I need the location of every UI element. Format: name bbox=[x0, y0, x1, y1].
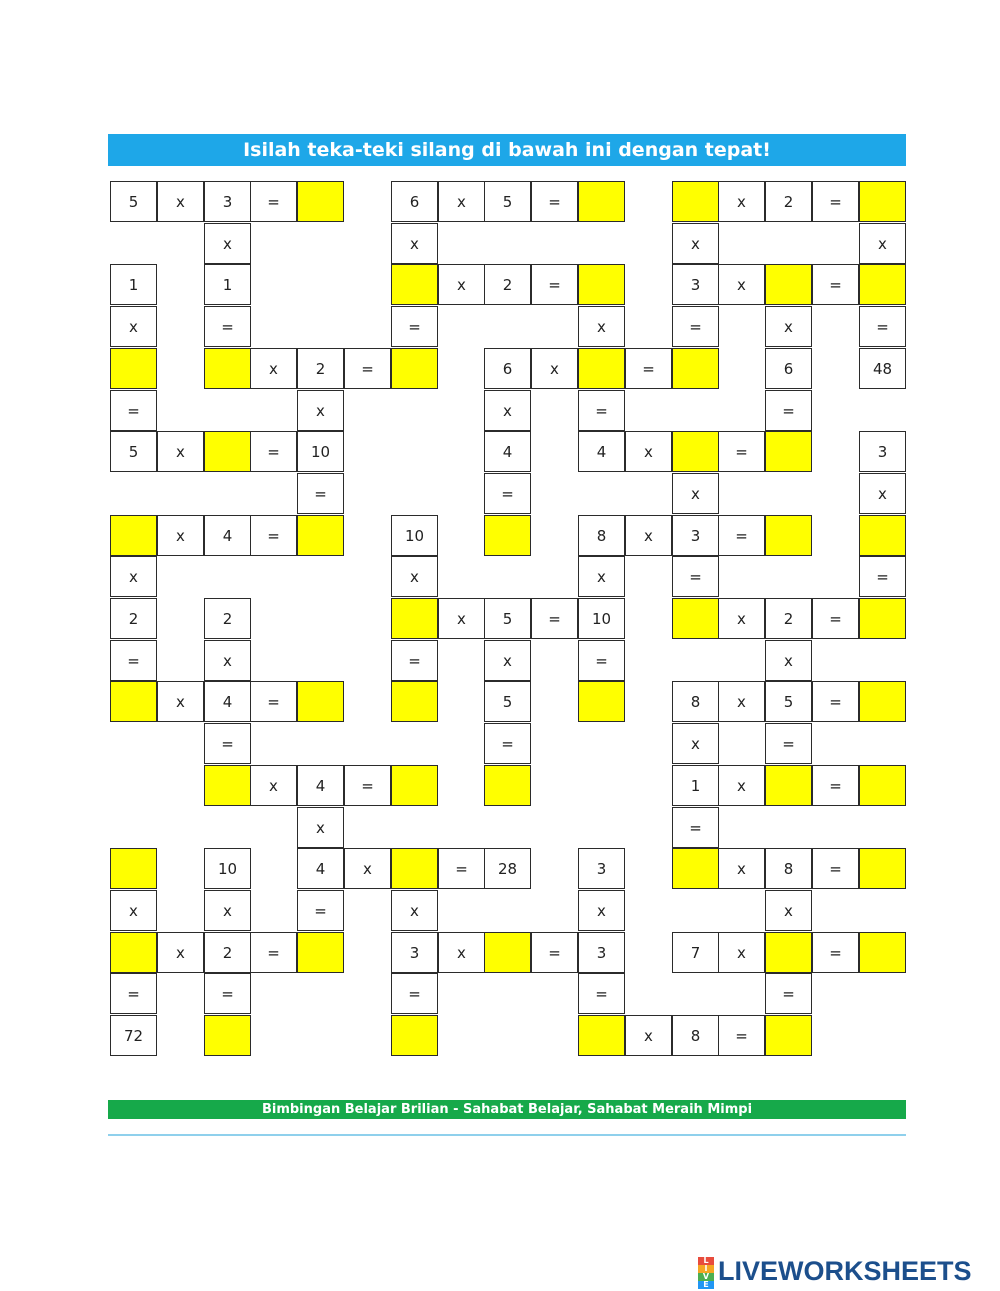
logo-letter: L bbox=[698, 1257, 714, 1265]
number-cell: 2 bbox=[765, 181, 812, 222]
answer-box[interactable] bbox=[391, 598, 438, 639]
number-cell: 5 bbox=[484, 681, 531, 722]
equals-sign: = bbox=[110, 390, 157, 431]
equals-sign: = bbox=[297, 473, 344, 514]
footer-divider bbox=[108, 1134, 906, 1136]
equals-sign: = bbox=[672, 807, 719, 848]
logo-letter: I bbox=[698, 1265, 714, 1273]
liveworksheets-logo bbox=[698, 1255, 972, 1287]
number-cell: 4 bbox=[204, 681, 251, 722]
multiply-sign: x bbox=[578, 890, 625, 931]
number-cell: 3 bbox=[204, 181, 251, 222]
number-cell: 3 bbox=[391, 932, 438, 973]
answer-box[interactable] bbox=[672, 598, 719, 639]
answer-box[interactable] bbox=[391, 1015, 438, 1056]
equals-sign: = bbox=[765, 390, 812, 431]
answer-box[interactable] bbox=[204, 348, 251, 389]
multiply-sign: x bbox=[578, 306, 625, 347]
multiply-sign: x bbox=[438, 598, 485, 639]
answer-box[interactable] bbox=[110, 515, 157, 556]
equals-sign: = bbox=[344, 765, 391, 806]
answer-box[interactable] bbox=[578, 264, 625, 305]
multiply-sign: x bbox=[250, 765, 297, 806]
number-cell: 3 bbox=[672, 264, 719, 305]
multiply-sign: x bbox=[718, 765, 765, 806]
multiply-sign: x bbox=[625, 515, 672, 556]
equals-sign: = bbox=[204, 973, 251, 1014]
multiply-sign: x bbox=[718, 932, 765, 973]
answer-box[interactable] bbox=[484, 932, 531, 973]
number-cell: 2 bbox=[204, 598, 251, 639]
number-cell: 5 bbox=[484, 598, 531, 639]
multiply-sign: x bbox=[718, 598, 765, 639]
answer-box[interactable] bbox=[672, 848, 719, 889]
number-cell: 6 bbox=[484, 348, 531, 389]
multiply-sign: x bbox=[672, 223, 719, 264]
equals-sign: = bbox=[531, 181, 578, 222]
answer-box[interactable] bbox=[204, 431, 251, 472]
number-cell: 10 bbox=[391, 515, 438, 556]
equals-sign: = bbox=[578, 390, 625, 431]
multiply-sign: x bbox=[625, 431, 672, 472]
answer-box[interactable] bbox=[859, 848, 906, 889]
multiply-sign: x bbox=[438, 932, 485, 973]
number-cell: 72 bbox=[110, 1015, 157, 1056]
multiply-sign: x bbox=[718, 681, 765, 722]
multiply-sign: x bbox=[578, 556, 625, 597]
equals-sign: = bbox=[812, 848, 859, 889]
multiply-sign: x bbox=[110, 890, 157, 931]
answer-box[interactable] bbox=[672, 348, 719, 389]
number-cell: 3 bbox=[578, 848, 625, 889]
equals-sign: = bbox=[625, 348, 672, 389]
number-cell: 4 bbox=[297, 848, 344, 889]
answer-box[interactable] bbox=[484, 765, 531, 806]
equals-sign: = bbox=[812, 765, 859, 806]
answer-box[interactable] bbox=[391, 848, 438, 889]
multiply-sign: x bbox=[250, 348, 297, 389]
equals-sign: = bbox=[250, 515, 297, 556]
multiply-sign: x bbox=[157, 431, 204, 472]
number-cell: 28 bbox=[484, 848, 531, 889]
multiply-sign: x bbox=[718, 181, 765, 222]
multiply-sign: x bbox=[718, 848, 765, 889]
multiply-sign: x bbox=[484, 390, 531, 431]
equals-sign: = bbox=[391, 306, 438, 347]
equals-sign: = bbox=[391, 640, 438, 681]
answer-box[interactable] bbox=[204, 765, 251, 806]
answer-box[interactable] bbox=[672, 431, 719, 472]
answer-box[interactable] bbox=[297, 181, 344, 222]
multiply-sign: x bbox=[859, 473, 906, 514]
logo-text: LIVEWORKSHEETS bbox=[718, 1255, 972, 1286]
answer-box[interactable] bbox=[110, 348, 157, 389]
number-cell: 10 bbox=[297, 431, 344, 472]
equals-sign: = bbox=[391, 973, 438, 1014]
equals-sign: = bbox=[484, 723, 531, 764]
multiply-sign: x bbox=[157, 681, 204, 722]
multiply-sign: x bbox=[204, 890, 251, 931]
answer-box[interactable] bbox=[391, 348, 438, 389]
number-cell: 6 bbox=[391, 181, 438, 222]
answer-box[interactable] bbox=[859, 515, 906, 556]
equals-sign: = bbox=[578, 640, 625, 681]
number-cell: 8 bbox=[672, 1015, 719, 1056]
number-cell: 2 bbox=[297, 348, 344, 389]
multiply-sign: x bbox=[344, 848, 391, 889]
number-cell: 2 bbox=[765, 598, 812, 639]
equals-sign: = bbox=[110, 973, 157, 1014]
multiply-sign: x bbox=[718, 264, 765, 305]
answer-box[interactable] bbox=[297, 681, 344, 722]
number-cell: 7 bbox=[672, 932, 719, 973]
number-cell: 48 bbox=[859, 348, 906, 389]
answer-box[interactable] bbox=[672, 181, 719, 222]
instruction-title: Isilah teka-teki silang di bawah ini dengan tepat! bbox=[108, 134, 906, 166]
equals-sign: = bbox=[110, 640, 157, 681]
answer-box[interactable] bbox=[859, 932, 906, 973]
answer-box[interactable] bbox=[765, 765, 812, 806]
multiply-sign: x bbox=[110, 556, 157, 597]
answer-box[interactable] bbox=[765, 515, 812, 556]
answer-box[interactable] bbox=[765, 1015, 812, 1056]
multiply-sign: x bbox=[672, 473, 719, 514]
equals-sign: = bbox=[531, 264, 578, 305]
multiply-sign: x bbox=[672, 723, 719, 764]
equals-sign: = bbox=[484, 473, 531, 514]
multiply-sign: x bbox=[484, 640, 531, 681]
multiply-sign: x bbox=[157, 515, 204, 556]
equals-sign: = bbox=[672, 556, 719, 597]
footer-banner: Bimbingan Belajar Brilian - Sahabat Belajar, Sahabat Meraih Mimpi bbox=[108, 1100, 906, 1119]
equals-sign: = bbox=[812, 932, 859, 973]
answer-box[interactable] bbox=[859, 598, 906, 639]
answer-box[interactable] bbox=[484, 515, 531, 556]
number-cell: 5 bbox=[110, 181, 157, 222]
answer-box[interactable] bbox=[578, 181, 625, 222]
number-cell: 4 bbox=[484, 431, 531, 472]
equals-sign: = bbox=[859, 306, 906, 347]
multiply-sign: x bbox=[204, 640, 251, 681]
answer-box[interactable] bbox=[391, 264, 438, 305]
number-cell: 10 bbox=[204, 848, 251, 889]
logo-mark-icon bbox=[698, 1256, 714, 1289]
multiply-sign: x bbox=[110, 306, 157, 347]
number-cell: 3 bbox=[859, 431, 906, 472]
number-cell: 2 bbox=[204, 932, 251, 973]
number-cell: 1 bbox=[110, 264, 157, 305]
multiply-sign: x bbox=[391, 223, 438, 264]
number-cell: 5 bbox=[484, 181, 531, 222]
answer-box[interactable] bbox=[859, 765, 906, 806]
equals-sign: = bbox=[765, 973, 812, 1014]
equals-sign: = bbox=[718, 515, 765, 556]
answer-box[interactable] bbox=[391, 765, 438, 806]
answer-box[interactable] bbox=[297, 515, 344, 556]
multiply-sign: x bbox=[765, 890, 812, 931]
multiply-sign: x bbox=[765, 640, 812, 681]
number-cell: 3 bbox=[578, 932, 625, 973]
logo-letter: V bbox=[698, 1273, 714, 1281]
answer-box[interactable] bbox=[578, 681, 625, 722]
answer-box[interactable] bbox=[765, 431, 812, 472]
number-cell: 5 bbox=[765, 681, 812, 722]
answer-box[interactable] bbox=[391, 681, 438, 722]
equals-sign: = bbox=[250, 181, 297, 222]
equals-sign: = bbox=[204, 723, 251, 764]
number-cell: 8 bbox=[578, 515, 625, 556]
number-cell: 8 bbox=[765, 848, 812, 889]
equals-sign: = bbox=[531, 598, 578, 639]
equals-sign: = bbox=[250, 431, 297, 472]
multiply-sign: x bbox=[438, 181, 485, 222]
number-cell: 3 bbox=[672, 515, 719, 556]
multiply-sign: x bbox=[297, 807, 344, 848]
answer-box[interactable] bbox=[110, 932, 157, 973]
equals-sign: = bbox=[812, 681, 859, 722]
multiply-sign: x bbox=[765, 306, 812, 347]
number-cell: 10 bbox=[578, 598, 625, 639]
multiply-sign: x bbox=[859, 223, 906, 264]
equals-sign: = bbox=[812, 181, 859, 222]
answer-box[interactable] bbox=[110, 681, 157, 722]
answer-box[interactable] bbox=[578, 348, 625, 389]
number-cell: 6 bbox=[765, 348, 812, 389]
multiply-sign: x bbox=[297, 390, 344, 431]
equals-sign: = bbox=[672, 306, 719, 347]
answer-box[interactable] bbox=[859, 681, 906, 722]
equals-sign: = bbox=[812, 598, 859, 639]
number-cell: 2 bbox=[110, 598, 157, 639]
answer-box[interactable] bbox=[578, 1015, 625, 1056]
equals-sign: = bbox=[344, 348, 391, 389]
multiply-sign: x bbox=[531, 348, 578, 389]
multiply-sign: x bbox=[391, 556, 438, 597]
equals-sign: = bbox=[718, 431, 765, 472]
equals-sign: = bbox=[531, 932, 578, 973]
equals-sign: = bbox=[578, 973, 625, 1014]
multiply-sign: x bbox=[204, 223, 251, 264]
answer-box[interactable] bbox=[204, 1015, 251, 1056]
equals-sign: = bbox=[297, 890, 344, 931]
number-cell: 1 bbox=[672, 765, 719, 806]
number-cell: 4 bbox=[297, 765, 344, 806]
equals-sign: = bbox=[204, 306, 251, 347]
equals-sign: = bbox=[438, 848, 485, 889]
logo-letter: E bbox=[698, 1281, 714, 1289]
equals-sign: = bbox=[250, 932, 297, 973]
number-cell: 1 bbox=[204, 264, 251, 305]
equals-sign: = bbox=[250, 681, 297, 722]
number-cell: 2 bbox=[484, 264, 531, 305]
multiply-sign: x bbox=[391, 890, 438, 931]
equals-sign: = bbox=[859, 556, 906, 597]
multiply-sign: x bbox=[438, 264, 485, 305]
multiply-sign: x bbox=[157, 932, 204, 973]
answer-box[interactable] bbox=[765, 264, 812, 305]
multiply-sign: x bbox=[625, 1015, 672, 1056]
equals-sign: = bbox=[812, 264, 859, 305]
answer-box[interactable] bbox=[859, 264, 906, 305]
number-cell: 5 bbox=[110, 431, 157, 472]
equals-sign: = bbox=[765, 723, 812, 764]
answer-box[interactable] bbox=[859, 181, 906, 222]
number-cell: 4 bbox=[204, 515, 251, 556]
answer-box[interactable] bbox=[765, 932, 812, 973]
answer-box[interactable] bbox=[297, 932, 344, 973]
answer-box[interactable] bbox=[110, 848, 157, 889]
number-cell: 8 bbox=[672, 681, 719, 722]
multiply-sign: x bbox=[157, 181, 204, 222]
equals-sign: = bbox=[718, 1015, 765, 1056]
number-cell: 4 bbox=[578, 431, 625, 472]
